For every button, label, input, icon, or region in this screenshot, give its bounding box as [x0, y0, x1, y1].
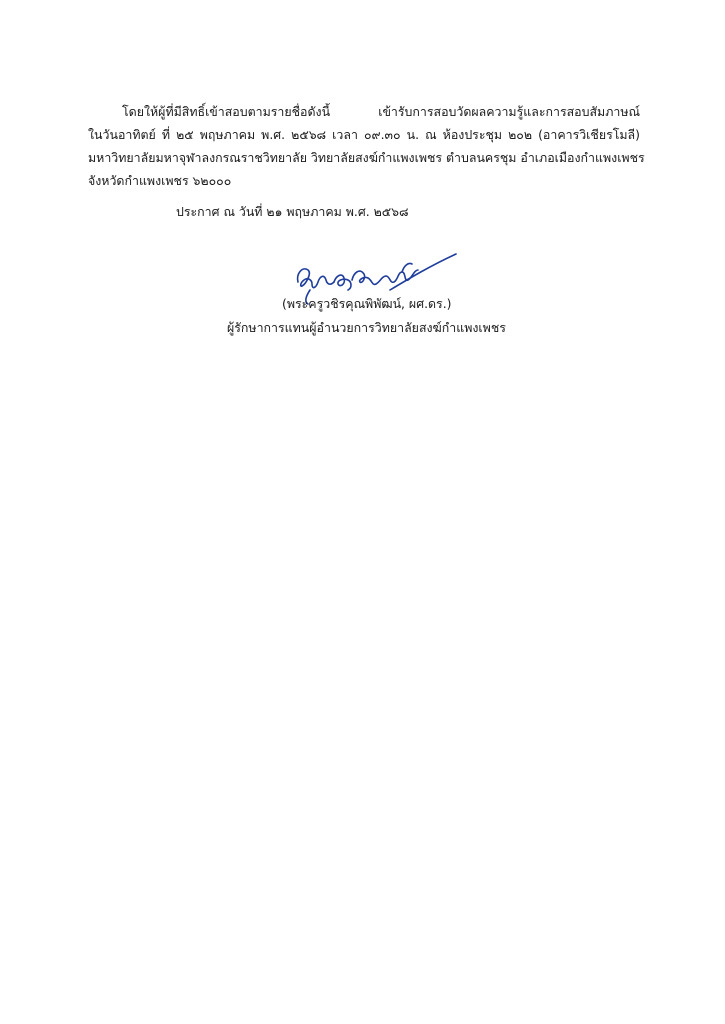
paragraph-line-3: มหาวิทยาลัยมหาจุฬาลงกรณราชวิทยาลัย วิทยาลัยสงฆ์กำแพงเพชร ตำบลนครชุม อำเภอเมืองกำแพงเพชร — [88, 150, 645, 165]
paragraph-line-1: โดยให้ผู้ที่มีสิทธิ์เข้าสอบตามรายชื่อดังนี้ เข้ารับการสอบวัดผลความรู้และการสอบสัมภาษณ์ — [122, 104, 640, 119]
announcement-date: ประกาศ ณ วันที่ ๒๑ พฤษภาคม พ.ศ. ๒๕๖๘ — [176, 204, 409, 219]
signer-name: (พระครูวชิรคุณพิพัฒน์, ผศ.ดร.) — [282, 296, 452, 311]
paragraph-line-4: จังหวัดกำแพงเพชร ๖๒๐๐๐ — [88, 173, 232, 188]
body-paragraph — [88, 100, 645, 192]
signer-position: ผู้รักษาการแทนผู้อำนวยการวิทยาลัยสงฆ์กำแพงเพชร — [227, 320, 506, 335]
paragraph-line-2: ในวันอาทิตย์ ที่ ๒๕ พฤษภาคม พ.ศ. ๒๕๖๘ เวลา ๐๙.๓๐ น. ณ ห้องประชุม ๒๐๒ (อาคารวิเชียรโมลี) — [88, 127, 640, 142]
